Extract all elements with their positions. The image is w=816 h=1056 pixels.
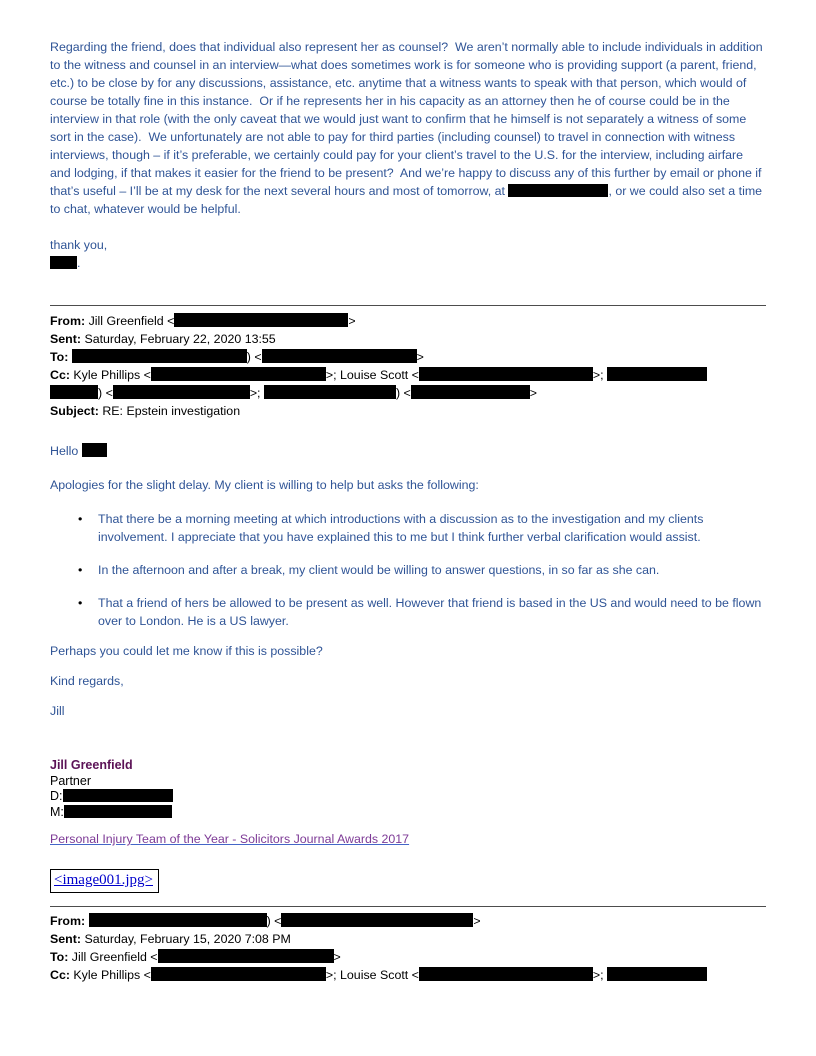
- email2-bullet-list: [50, 510, 766, 630]
- redaction-bar: [151, 967, 326, 981]
- award-link-line: [50, 830, 766, 848]
- subject-label: Subject:: [50, 404, 99, 418]
- email2-regards: Kind regards,: [50, 674, 124, 688]
- redaction-bar: [64, 805, 172, 818]
- header1-cc-louise: >; Louise Scott <: [325, 368, 419, 382]
- redaction-bar: [607, 967, 707, 981]
- redaction-bar: [264, 385, 396, 399]
- sent-label: Sent:: [50, 932, 81, 946]
- inline-image-placeholder-wrap: [50, 869, 766, 893]
- header1-subject-value: RE: Epstein investigation: [102, 404, 241, 418]
- cc-label: Cc:: [50, 368, 70, 382]
- sent-label: Sent:: [50, 332, 81, 346]
- header1-to-close: >: [416, 350, 424, 364]
- redaction-bar: [89, 913, 267, 927]
- header2-sent-value: Saturday, February 15, 2020 7:08 PM: [84, 932, 291, 946]
- header2-cc-line: [50, 966, 766, 984]
- redaction-bar: [174, 313, 348, 327]
- header1-cc2-mid2: ) <: [395, 386, 411, 400]
- redaction-bar: [262, 349, 417, 363]
- cc-label: Cc:: [50, 968, 70, 982]
- header2-cc-sep: >;: [592, 968, 608, 982]
- email2-greeting-line: [50, 442, 766, 460]
- list-item: • In the afternoon and after a break, my client would be willing to answer questions, in so far as she can.: [50, 561, 766, 579]
- header1-cc2-sep: >;: [249, 386, 264, 400]
- header2-from-mid: ) <: [266, 914, 282, 928]
- header1-cc2-mid1: ) <: [98, 386, 113, 400]
- to-label: To:: [50, 950, 69, 964]
- email2-intro: Apologies for the slight delay. My client is willing to help but asks the following:: [50, 478, 479, 492]
- email2-greeting: Hello: [50, 444, 82, 458]
- mobile-label: M:: [50, 804, 64, 819]
- header1-cc-line-2: [50, 384, 766, 402]
- header1-sent-value: Saturday, February 22, 2020 13:55: [84, 332, 276, 346]
- header1-from-close: >: [348, 314, 356, 328]
- to-label: To:: [50, 350, 69, 364]
- email1-sign-dot: .: [77, 256, 81, 270]
- redaction-bar: [113, 385, 250, 399]
- header1-to-line: [50, 348, 766, 366]
- header1-cc2-close: >: [529, 386, 537, 400]
- email2-signoff: Jill: [50, 704, 65, 718]
- signature-mobile-line: [50, 805, 766, 821]
- header1-from-name: Jill Greenfield <: [88, 314, 175, 328]
- header2-sent-line: [50, 930, 766, 948]
- list-item: • That there be a morning meeting at which introductions with a discussion as to the investigation and my clients involvement. I appreciate that you have explained this to me but I think further verbal clarification would assist.: [50, 510, 766, 546]
- image001-link[interactable]: <image001.jpg>: [54, 872, 153, 888]
- redaction-bar: [50, 385, 98, 399]
- redaction-bar: [151, 367, 326, 381]
- header2-to-name: Jill Greenfield <: [71, 950, 158, 964]
- redaction-bar: [158, 949, 334, 963]
- header2-from-line: [50, 912, 766, 930]
- divider-line: [50, 906, 766, 907]
- redaction-bar: [419, 367, 593, 381]
- redaction-bar: [508, 184, 608, 197]
- header1-cc-line: [50, 366, 766, 384]
- signature-name: Jill Greenfield: [50, 758, 133, 772]
- signature-direct-line: [50, 789, 766, 805]
- signature-block: [50, 758, 766, 820]
- from-label: From:: [50, 914, 86, 928]
- header1-to-mid: ) <: [246, 350, 262, 364]
- email1-body-text-after: , or we could also set a time to chat, whatever would be helpful.: [50, 184, 766, 216]
- header1-cc-kyle: Kyle Phillips <: [73, 368, 151, 382]
- redaction-bar: [63, 789, 173, 802]
- redaction-bar: [419, 967, 593, 981]
- from-label: From:: [50, 314, 86, 328]
- email1-sign-line: [50, 254, 766, 272]
- header2-cc-kyle: Kyle Phillips <: [73, 968, 151, 982]
- divider-line: [50, 305, 766, 306]
- header1-cc-sep: >;: [592, 368, 608, 382]
- direct-label: D:: [50, 789, 63, 803]
- email1-body-text-before: Regarding the friend, does that individual also represent her as counsel? We aren’t normally able to include individuals in addition to the witness and counsel in an interview—what does sometimes work is for someone who is providing support (a parent, friend, etc.) to be close by for any discussions, assistance, etc. anytime that a witness wants to speak with that person, which would of course be totally fine in this instance. Or if he represents her in his capacity as an attorney then he of course could be in the interview in that role (with the only caveat that we would just want to confirm that he himself is not separately a witness of some sort in the case). We unfortunately are not able to pay for third parties (including counsel) to travel in connection with witness interviews, though – if it’s preferable, we certainly could pay for your client’s travel to the U.S. for the interview, including airfare and lodging, if that makes it easier for the friend to be present? And we’re happy to discuss any of this further by email or phone if that’s useful – I’ll be at my desk for the next several hours and most of tomorrow, at: [50, 40, 767, 198]
- inline-image-placeholder-box: [50, 869, 159, 893]
- header1-from-line: [50, 312, 766, 330]
- email1-body-paragraph: [50, 38, 766, 218]
- redaction-bar: [72, 349, 247, 363]
- signature-title: Partner: [50, 773, 91, 788]
- redaction-bar: [607, 367, 707, 381]
- header2-cc-louise: >; Louise Scott <: [325, 968, 419, 982]
- redaction-bar: [411, 385, 530, 399]
- redaction-bar: [281, 913, 473, 927]
- header2-to-line: [50, 948, 766, 966]
- redaction-bar: [50, 256, 77, 269]
- header1-sent-line: [50, 330, 766, 348]
- header2-to-close: >: [333, 950, 341, 964]
- header1-subject-line: [50, 402, 766, 420]
- email2-closing-question: Perhaps you could let me know if this is possible?: [50, 644, 323, 658]
- list-item: • That a friend of hers be allowed to be present as well. However that friend is based in the US and would need to be flown over to London. He is a US lawyer.: [50, 594, 766, 630]
- header2-from-close: >: [473, 914, 481, 928]
- award-link[interactable]: Personal Injury Team of the Year - Solicitors Journal Awards 2017: [50, 832, 410, 846]
- redaction-bar: [82, 443, 107, 457]
- email1-thanks: thank you,: [50, 238, 108, 252]
